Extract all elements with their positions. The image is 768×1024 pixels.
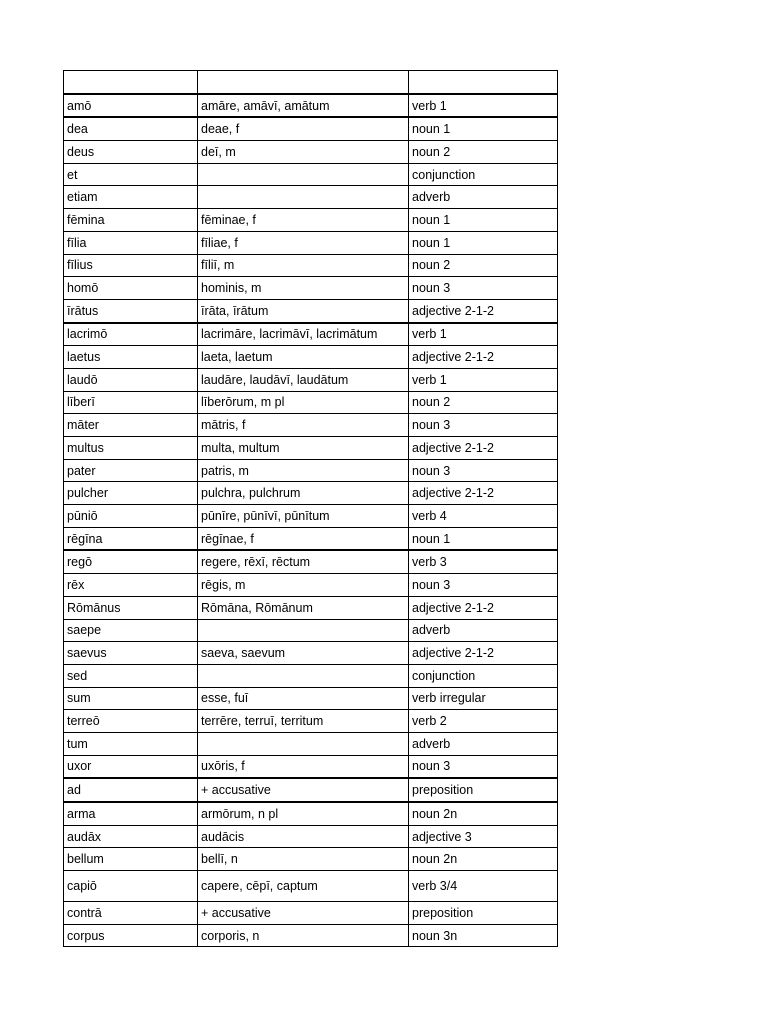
cell-forms: rēgis, m [198,574,409,597]
header-cell-word [64,71,198,94]
cell-word: multus [64,437,198,460]
table-row [64,368,558,391]
cell-part-of-speech: adverb [409,186,558,209]
cell-word: corpus [64,924,198,947]
cell-part-of-speech: verb irregular [409,687,558,710]
table-row [64,574,558,597]
cell-part-of-speech: verb 4 [409,505,558,528]
cell-forms: terrēre, terruī, territum [198,710,409,733]
cell-word: et [64,163,198,186]
cell-forms: līberōrum, m pl [198,391,409,414]
cell-word: terreō [64,710,198,733]
table-row [64,346,558,369]
cell-part-of-speech: noun 1 [409,527,558,550]
table-row [64,664,558,687]
cell-word: līberī [64,391,198,414]
table-row [64,414,558,437]
cell-forms [198,186,409,209]
cell-forms: uxōris, f [198,755,409,778]
cell-part-of-speech: adverb [409,732,558,755]
table-row [64,323,558,346]
cell-part-of-speech: adjective 2-1-2 [409,299,558,322]
cell-forms [198,163,409,186]
cell-forms: laeta, laetum [198,346,409,369]
cell-forms: multa, multum [198,437,409,460]
cell-forms: pulchra, pulchrum [198,482,409,505]
table-row [64,848,558,871]
cell-part-of-speech: adjective 2-1-2 [409,437,558,460]
cell-part-of-speech: noun 3 [409,277,558,300]
table-header-row [64,71,558,94]
cell-word: saepe [64,619,198,642]
cell-part-of-speech: adjective 2-1-2 [409,346,558,369]
cell-part-of-speech: adjective 3 [409,825,558,848]
header-cell-part-of-speech [409,71,558,94]
cell-part-of-speech: noun 3 [409,574,558,597]
table-row [64,254,558,277]
cell-part-of-speech: noun 3 [409,755,558,778]
cell-forms: esse, fuī [198,687,409,710]
table-row [64,596,558,619]
table-row [64,391,558,414]
table-row [64,924,558,947]
cell-part-of-speech: preposition [409,902,558,925]
table-row [64,459,558,482]
header-cell-forms [198,71,409,94]
table-row [64,550,558,573]
cell-word: amō [64,94,198,118]
table-row [64,437,558,460]
table-row [64,163,558,186]
cell-word: fīlius [64,254,198,277]
cell-word: tum [64,732,198,755]
cell-forms: saeva, saevum [198,642,409,665]
table-row [64,527,558,550]
cell-word: fīlia [64,231,198,254]
table-row [64,277,558,300]
cell-word: dea [64,117,198,140]
cell-word: sed [64,664,198,687]
cell-part-of-speech: noun 3 [409,459,558,482]
cell-forms [198,732,409,755]
cell-word: rēgīna [64,527,198,550]
cell-forms: audācis [198,825,409,848]
cell-forms: hominis, m [198,277,409,300]
cell-forms: armōrum, n pl [198,802,409,825]
cell-word: Rōmānus [64,596,198,619]
cell-forms: fīliae, f [198,231,409,254]
cell-word: regō [64,550,198,573]
table-row [64,231,558,254]
cell-word: laetus [64,346,198,369]
table-row [64,94,558,118]
cell-part-of-speech: verb 2 [409,710,558,733]
cell-word: bellum [64,848,198,871]
table-row [64,778,558,802]
cell-part-of-speech: verb 1 [409,94,558,118]
cell-word: arma [64,802,198,825]
cell-forms: pūnīre, pūnīvī, pūnītum [198,505,409,528]
cell-word: uxor [64,755,198,778]
table-row [64,871,558,902]
cell-forms: Rōmāna, Rōmānum [198,596,409,619]
cell-word: pūniō [64,505,198,528]
cell-word: laudō [64,368,198,391]
cell-forms: fīliī, m [198,254,409,277]
cell-word: īrātus [64,299,198,322]
table-row [64,209,558,232]
cell-word: māter [64,414,198,437]
table-row [64,141,558,164]
cell-word: capiō [64,871,198,902]
table-row [64,642,558,665]
cell-part-of-speech: noun 2n [409,802,558,825]
cell-word: saevus [64,642,198,665]
cell-forms: capere, cēpī, captum [198,871,409,902]
cell-forms: laudāre, laudāvī, laudātum [198,368,409,391]
cell-forms: corporis, n [198,924,409,947]
cell-forms: bellī, n [198,848,409,871]
table-row [64,825,558,848]
cell-word: ad [64,778,198,802]
cell-forms: mātris, f [198,414,409,437]
table-row [64,732,558,755]
cell-part-of-speech: noun 2 [409,391,558,414]
vocabulary-table-body [64,71,558,947]
cell-forms: īrāta, īrātum [198,299,409,322]
cell-word: etiam [64,186,198,209]
table-row [64,755,558,778]
table-row [64,186,558,209]
cell-forms: regere, rēxī, rēctum [198,550,409,573]
cell-forms: patris, m [198,459,409,482]
table-row [64,710,558,733]
cell-part-of-speech: preposition [409,778,558,802]
cell-forms: deī, m [198,141,409,164]
cell-word: homō [64,277,198,300]
cell-part-of-speech: adverb [409,619,558,642]
table-row [64,802,558,825]
cell-forms [198,664,409,687]
cell-part-of-speech: noun 2 [409,141,558,164]
table-row [64,902,558,925]
cell-forms [198,619,409,642]
cell-word: pulcher [64,482,198,505]
table-row [64,482,558,505]
cell-part-of-speech: adjective 2-1-2 [409,642,558,665]
table-row [64,117,558,140]
vocabulary-table [63,70,558,947]
cell-word: lacrimō [64,323,198,346]
cell-part-of-speech: verb 1 [409,323,558,346]
cell-forms: amāre, amāvī, amātum [198,94,409,118]
cell-forms: rēgīnae, f [198,527,409,550]
cell-word: pater [64,459,198,482]
cell-part-of-speech: verb 3 [409,550,558,573]
cell-forms: lacrimāre, lacrimāvī, lacrimātum [198,323,409,346]
cell-forms: fēminae, f [198,209,409,232]
cell-part-of-speech: noun 1 [409,209,558,232]
cell-part-of-speech: conjunction [409,163,558,186]
cell-forms: + accusative [198,902,409,925]
cell-word: audāx [64,825,198,848]
cell-part-of-speech: conjunction [409,664,558,687]
cell-part-of-speech: noun 1 [409,231,558,254]
cell-word: sum [64,687,198,710]
cell-part-of-speech: adjective 2-1-2 [409,482,558,505]
table-row [64,299,558,322]
cell-part-of-speech: noun 1 [409,117,558,140]
cell-word: rēx [64,574,198,597]
cell-part-of-speech: noun 2 [409,254,558,277]
table-row [64,619,558,642]
cell-part-of-speech: verb 1 [409,368,558,391]
cell-word: deus [64,141,198,164]
cell-word: contrā [64,902,198,925]
cell-part-of-speech: noun 3n [409,924,558,947]
cell-part-of-speech: noun 3 [409,414,558,437]
table-row [64,687,558,710]
cell-part-of-speech: adjective 2-1-2 [409,596,558,619]
cell-forms: deae, f [198,117,409,140]
table-row [64,505,558,528]
cell-part-of-speech: noun 2n [409,848,558,871]
cell-part-of-speech: verb 3/4 [409,871,558,902]
cell-word: fēmina [64,209,198,232]
cell-forms: + accusative [198,778,409,802]
